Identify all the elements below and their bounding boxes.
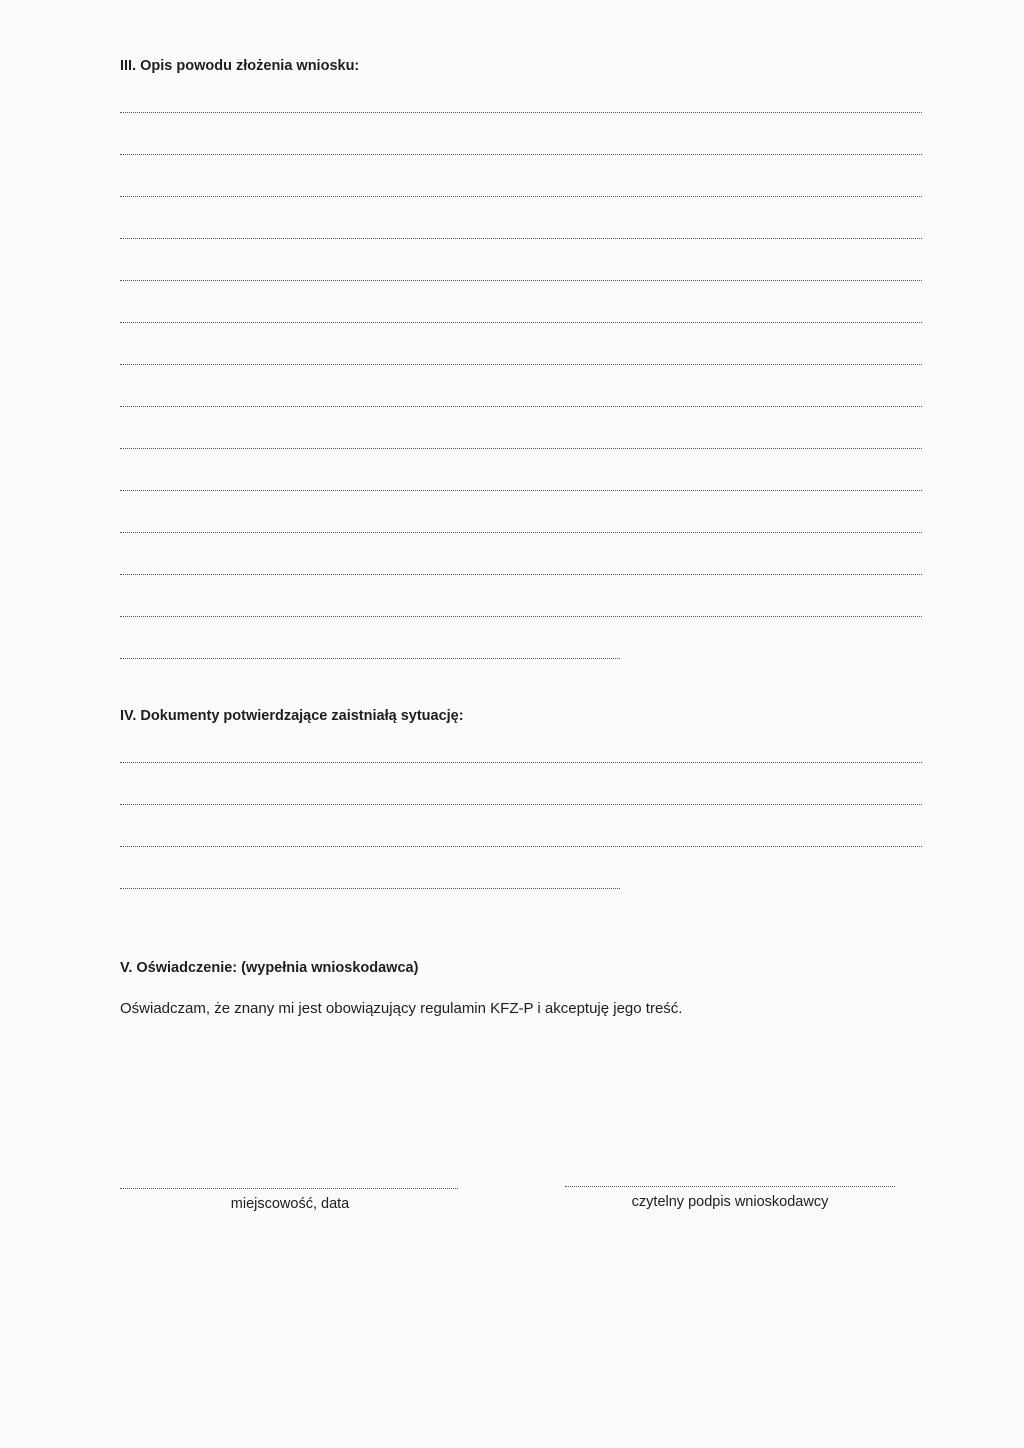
section-4-heading: IV. Dokumenty potwierdzające zaistniałą sytuację: bbox=[120, 708, 464, 724]
section-3-fill-line-4[interactable] bbox=[120, 238, 922, 239]
section-4-fill-line-1[interactable] bbox=[120, 762, 922, 763]
section-4-fill-line-4[interactable] bbox=[120, 888, 620, 889]
place-date-line[interactable] bbox=[120, 1188, 458, 1189]
section-4-fill-line-2[interactable] bbox=[120, 804, 922, 805]
section-3-fill-line-5[interactable] bbox=[120, 280, 922, 281]
signature-line[interactable] bbox=[565, 1186, 895, 1187]
section-3-fill-line-1[interactable] bbox=[120, 112, 922, 113]
section-3-fill-line-13[interactable] bbox=[120, 616, 922, 617]
section-3-heading: III. Opis powodu złożenia wniosku: bbox=[120, 58, 360, 74]
section-3-fill-line-8[interactable] bbox=[120, 406, 922, 407]
section-3-fill-line-3[interactable] bbox=[120, 196, 922, 197]
section-5-heading: V. Oświadczenie: (wypełnia wnioskodawca) bbox=[120, 960, 419, 976]
section-3-fill-line-10[interactable] bbox=[120, 490, 922, 491]
section-3-fill-line-12[interactable] bbox=[120, 574, 922, 575]
section-3-fill-line-6[interactable] bbox=[120, 322, 922, 323]
section-3-fill-line-2[interactable] bbox=[120, 154, 922, 155]
section-3-fill-line-14[interactable] bbox=[120, 658, 620, 659]
section-3-fill-line-11[interactable] bbox=[120, 532, 922, 533]
section-4-fill-line-3[interactable] bbox=[120, 846, 922, 847]
declaration-statement: Oświadczam, że znany mi jest obowiązujący regulamin KFZ-P i akceptuję jego treść. bbox=[120, 1000, 683, 1017]
section-3-fill-line-7[interactable] bbox=[120, 364, 922, 365]
section-3-fill-line-9[interactable] bbox=[120, 448, 922, 449]
place-date-label: miejscowość, data bbox=[230, 1196, 350, 1212]
signature-label: czytelny podpis wnioskodawcy bbox=[631, 1194, 829, 1210]
